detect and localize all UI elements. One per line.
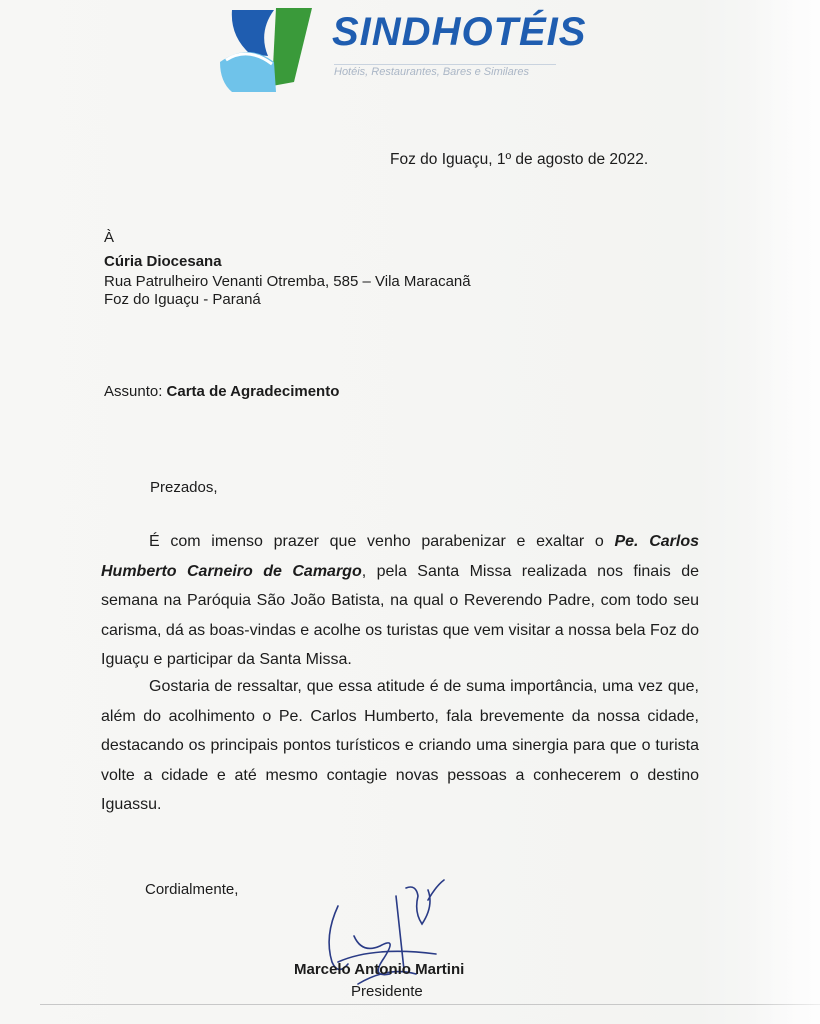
footer-divider	[40, 1004, 820, 1005]
signer-name: Marcelo Antonio Martini	[294, 961, 465, 978]
greeting: Prezados,	[150, 479, 218, 496]
subject-text: Carta de Agradecimento	[166, 383, 340, 400]
recipient-address: Rua Patrulheiro Venanti Otremba, 585 – Vila Maracanã	[104, 273, 471, 290]
subject-label: Assunto:	[104, 383, 167, 400]
sindhoteis-logo	[214, 2, 587, 98]
paragraph-1-start: É com imenso prazer que venho parabenizar e exaltar o	[149, 533, 615, 550]
letter-date: Foz do Iguaçu, 1º de agosto de 2022.	[390, 151, 649, 168]
priest-name: Pe. Carlos Humberto Carneiro de Camargo	[101, 533, 700, 580]
logo-title: SINDHOTÉIS	[332, 10, 587, 54]
addressee-prefix: À	[104, 229, 115, 246]
recipient-name: Cúria Diocesana	[104, 253, 222, 270]
logo-mark-icon	[214, 2, 324, 96]
subject-line	[104, 382, 339, 402]
logo-divider	[334, 64, 556, 65]
recipient-city: Foz do Iguaçu - Paraná	[104, 291, 261, 308]
paragraph-2: Gostaria de ressaltar, que essa atitude é de suma importância, uma vez que, além do acolhimento o Pe. Carlos Humberto, fala brevemente da nossa cidade, destacando os principais pontos turísticos e criando uma sinergia para que o turista volte a cidade e até mesmo contagie novas pessoas a conhecerem o destino Iguassu.	[101, 678, 699, 813]
paragraph-1	[101, 527, 699, 675]
logo-tagline: Hotéis, Restaurantes, Bares e Similares	[334, 66, 530, 78]
closing: Cordialmente,	[145, 881, 239, 898]
signer-role: Presidente	[351, 983, 423, 1000]
paragraph-1-end: , pela Santa Missa realizada nos finais de semana na Paróquia São João Batista, na qual o Reverendo Padre, com todo seu carisma, dá as boas-vindas e acolhe os turistas que vem visitar a nossa bela Foz do Iguaçu e participar da Santa Missa.	[101, 562, 699, 668]
